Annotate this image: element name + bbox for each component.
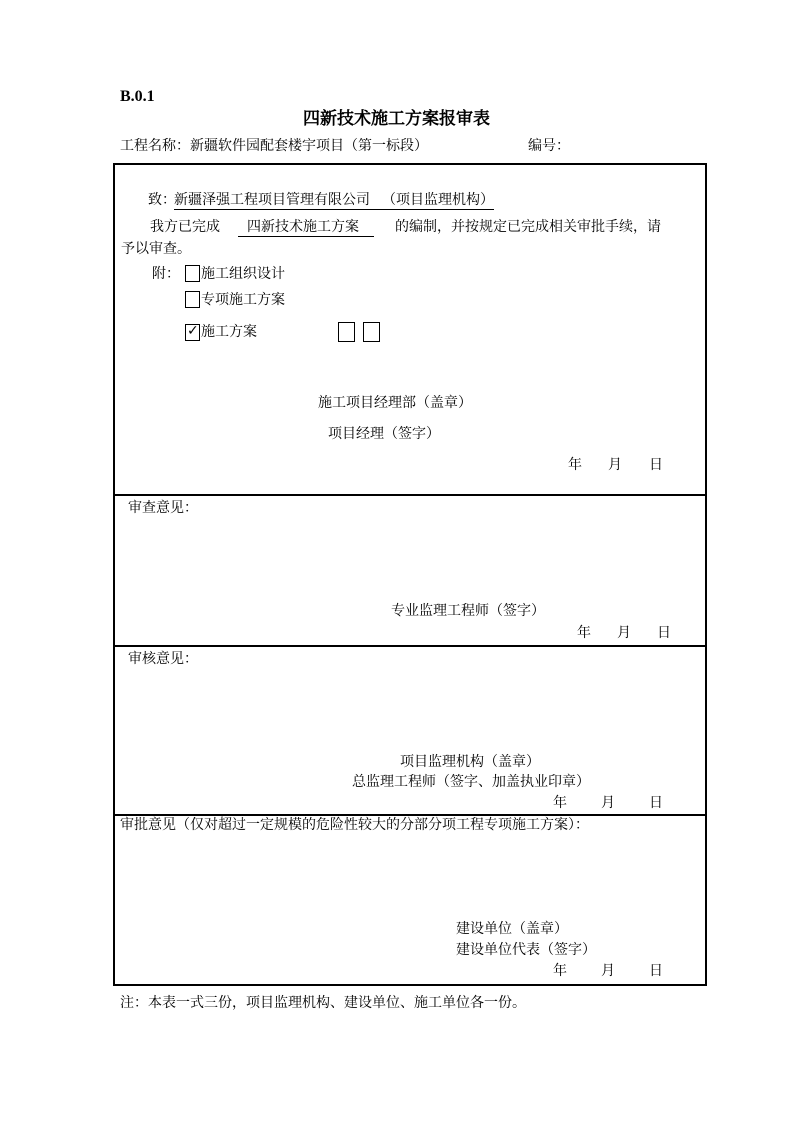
date-year-label: 年 (553, 963, 567, 979)
serial-number-label: 编号： (528, 138, 570, 154)
approval-opinion-label: 审批意见（仅对超过一定规模的危险性较大的分部分项工程专项施工方案）： (120, 817, 589, 833)
attachment-label-construction-plan: 施工方案 (201, 324, 257, 340)
addressee-org-type: （项目监理机构） (382, 192, 494, 208)
form-code: B.0.1 (120, 88, 155, 105)
row-divider-3 (113, 814, 707, 816)
statement-line2: 予以审查。 (121, 241, 191, 257)
contractor-stamp-label: 施工项目经理部（盖章） (318, 395, 472, 411)
addressee-prefix: 致： (148, 192, 176, 208)
form-title: 四新技术施工方案报审表 (303, 109, 490, 129)
attachment-label-special-plan: 专项施工方案 (201, 292, 285, 308)
date-day-label: 日 (649, 795, 663, 811)
project-manager-sign-label: 项目经理（签字） (328, 426, 440, 442)
date-month-label: 月 (608, 457, 622, 473)
form-table (113, 163, 707, 986)
date-year-label: 年 (577, 625, 591, 641)
extra-checkbox-2[interactable] (363, 322, 380, 342)
addressee-name[interactable] (174, 193, 494, 210)
checkmark-icon: ✓ (187, 323, 199, 339)
date-day-label: 日 (649, 963, 663, 979)
attachment-checkbox-special-plan[interactable] (185, 291, 200, 308)
owner-stamp-label: 建设单位（盖章） (456, 921, 568, 937)
date-year-label: 年 (568, 457, 582, 473)
date-month-label: 月 (601, 795, 615, 811)
row-divider-2 (113, 645, 707, 647)
date-day-label: 日 (649, 457, 663, 473)
plan-name-field[interactable]: 四新技术施工方案 (238, 220, 374, 237)
supervision-org-stamp-label: 项目监理机构（盖章） (400, 754, 540, 770)
attachment-checkbox-construction-design[interactable] (185, 265, 200, 282)
date-day-label: 日 (657, 625, 671, 641)
attachment-checkbox-construction-plan[interactable] (185, 324, 200, 341)
attachment-label-construction-design: 施工组织设计 (201, 266, 285, 282)
owner-representative-sign-label: 建设单位代表（签字） (456, 942, 596, 958)
chief-engineer-sign-label: 总监理工程师（签字、加盖执业印章） (352, 774, 590, 790)
attachments-label: 附： (152, 266, 180, 282)
date-month-label: 月 (601, 963, 615, 979)
date-month-label: 月 (617, 625, 631, 641)
extra-checkbox-1[interactable] (338, 322, 355, 342)
project-name-label: 工程名称：新疆软件园配套楼宇项目（第一标段） (120, 138, 428, 154)
statement-prefix: 我方已完成 (150, 219, 220, 235)
footnote: 注：本表一式三份，项目监理机构、建设单位、施工单位各一份。 (120, 995, 526, 1011)
statement-suffix: 的编制，并按规定已完成相关审批手续，请 (395, 219, 661, 235)
date-year-label: 年 (553, 795, 567, 811)
row-divider-1 (113, 494, 707, 496)
audit-opinion-label: 审核意见： (128, 651, 198, 667)
specialist-engineer-sign-label: 专业监理工程师（签字） (391, 603, 545, 619)
addressee-company: 新疆泽强工程项目管理有限公司 (174, 192, 370, 208)
review-opinion-label: 审查意见： (128, 500, 198, 516)
